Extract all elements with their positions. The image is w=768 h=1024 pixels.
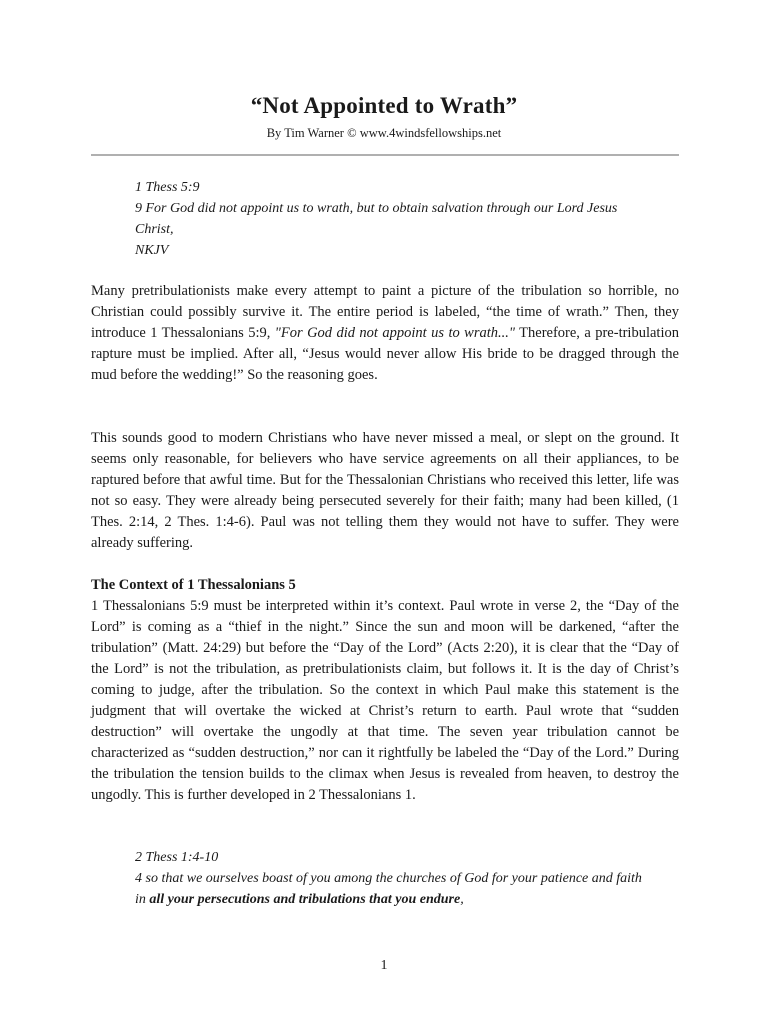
quote-verse-line-2-suffix: , (460, 892, 464, 907)
page-number: 1 (380, 958, 388, 973)
scripture-quote-2 (135, 847, 683, 910)
quote-verse-line-2-prefix: in (135, 892, 146, 907)
quote-verse (135, 868, 683, 910)
paragraph-1-text-b: Therefore, a pre-tribulation rapture must be implied. After all, “Jesus would never allow His bride to be dragged through the mud before the wedding!” So the reasoning goes. (91, 325, 679, 383)
title-divider (91, 154, 679, 156)
quote-verse-line-1: 4 so that we ourselves boast of you among the churches of God for your patience and faith (135, 871, 642, 886)
section-heading: The Context of 1 Thessalonians 5 (91, 577, 296, 593)
paragraph-1-inline-quote: "For God did not appoint us to wrath..." (274, 325, 515, 341)
byline: By Tim Warner © www.4windsfellowships.net (266, 126, 502, 140)
quote-verse-line-1: 9 For God did not appoint us to wrath, but to obtain salvation through our Lord Jesus (135, 201, 618, 216)
quote-verse-line-2: Christ, (135, 222, 174, 237)
quote-reference: 2 Thess 1:4-10 (135, 850, 219, 865)
scripture-quote-1 (135, 177, 683, 261)
paragraph-1-text-a: Many pretribulationists make every attempt to paint a picture of the tribulation so horrible, no Christian could possibly survive it. The entire period is labeled, “the time of wrath.” Then, they introduce 1 Thessalonians 5:9, (91, 283, 679, 341)
quote-version: NKJV (135, 243, 169, 258)
quote-verse (135, 198, 683, 240)
paragraph-1 (91, 281, 679, 386)
quote-reference: 1 Thess 5:9 (135, 180, 200, 195)
document-title: “Not Appointed to Wrath” (250, 93, 518, 118)
paragraph-3: 1 Thessalonians 5:9 must be interpreted within it’s context. Paul wrote in verse 2, the “Day of the Lord” is coming as a “thief in the night.” Since the sun and moon will be darkened, “after the tribulation” (Matt. 24:29) but before the “Day of the Lord” (Acts 2:20), it is clear that the “Day of the Lord” is not the tribulation, as pretribulationists claim, but follows it. It is the day of Christ’s coming to judge, after the tribulation. So the context in which Paul make this statement is the judgment that will overtake the wicked at Christ’s return to earth. Paul wrote that “sudden destruction” will overtake the ungodly at that time. The seven year tribulation cannot be characterized as “sudden destruction,” nor can it rightfully be labeled the “Day of the Lord.” During the tribulation the tension builds to the climax when Jesus is revealed from heaven, to destroy the ungodly. This is further developed in 2 Thessalonians 1. (91, 598, 679, 803)
quote-verse-emphasis: all your persecutions and tribulations that you endure (149, 892, 461, 907)
paragraph-2: This sounds good to modern Christians who have never missed a meal, or slept on the ground. It seems only reasonable, for believers who have service agreements on all their appliances, to be raptured before that awful time. But for the Thessalonian Christians who received this letter, life was not so easy. They were already being persecuted severely for their faith; many had been killed, (1 Thes. 2:14, 2 Thes. 1:4-6). Paul was not telling them they would not have to suffer. They were already suffering. (91, 430, 679, 551)
